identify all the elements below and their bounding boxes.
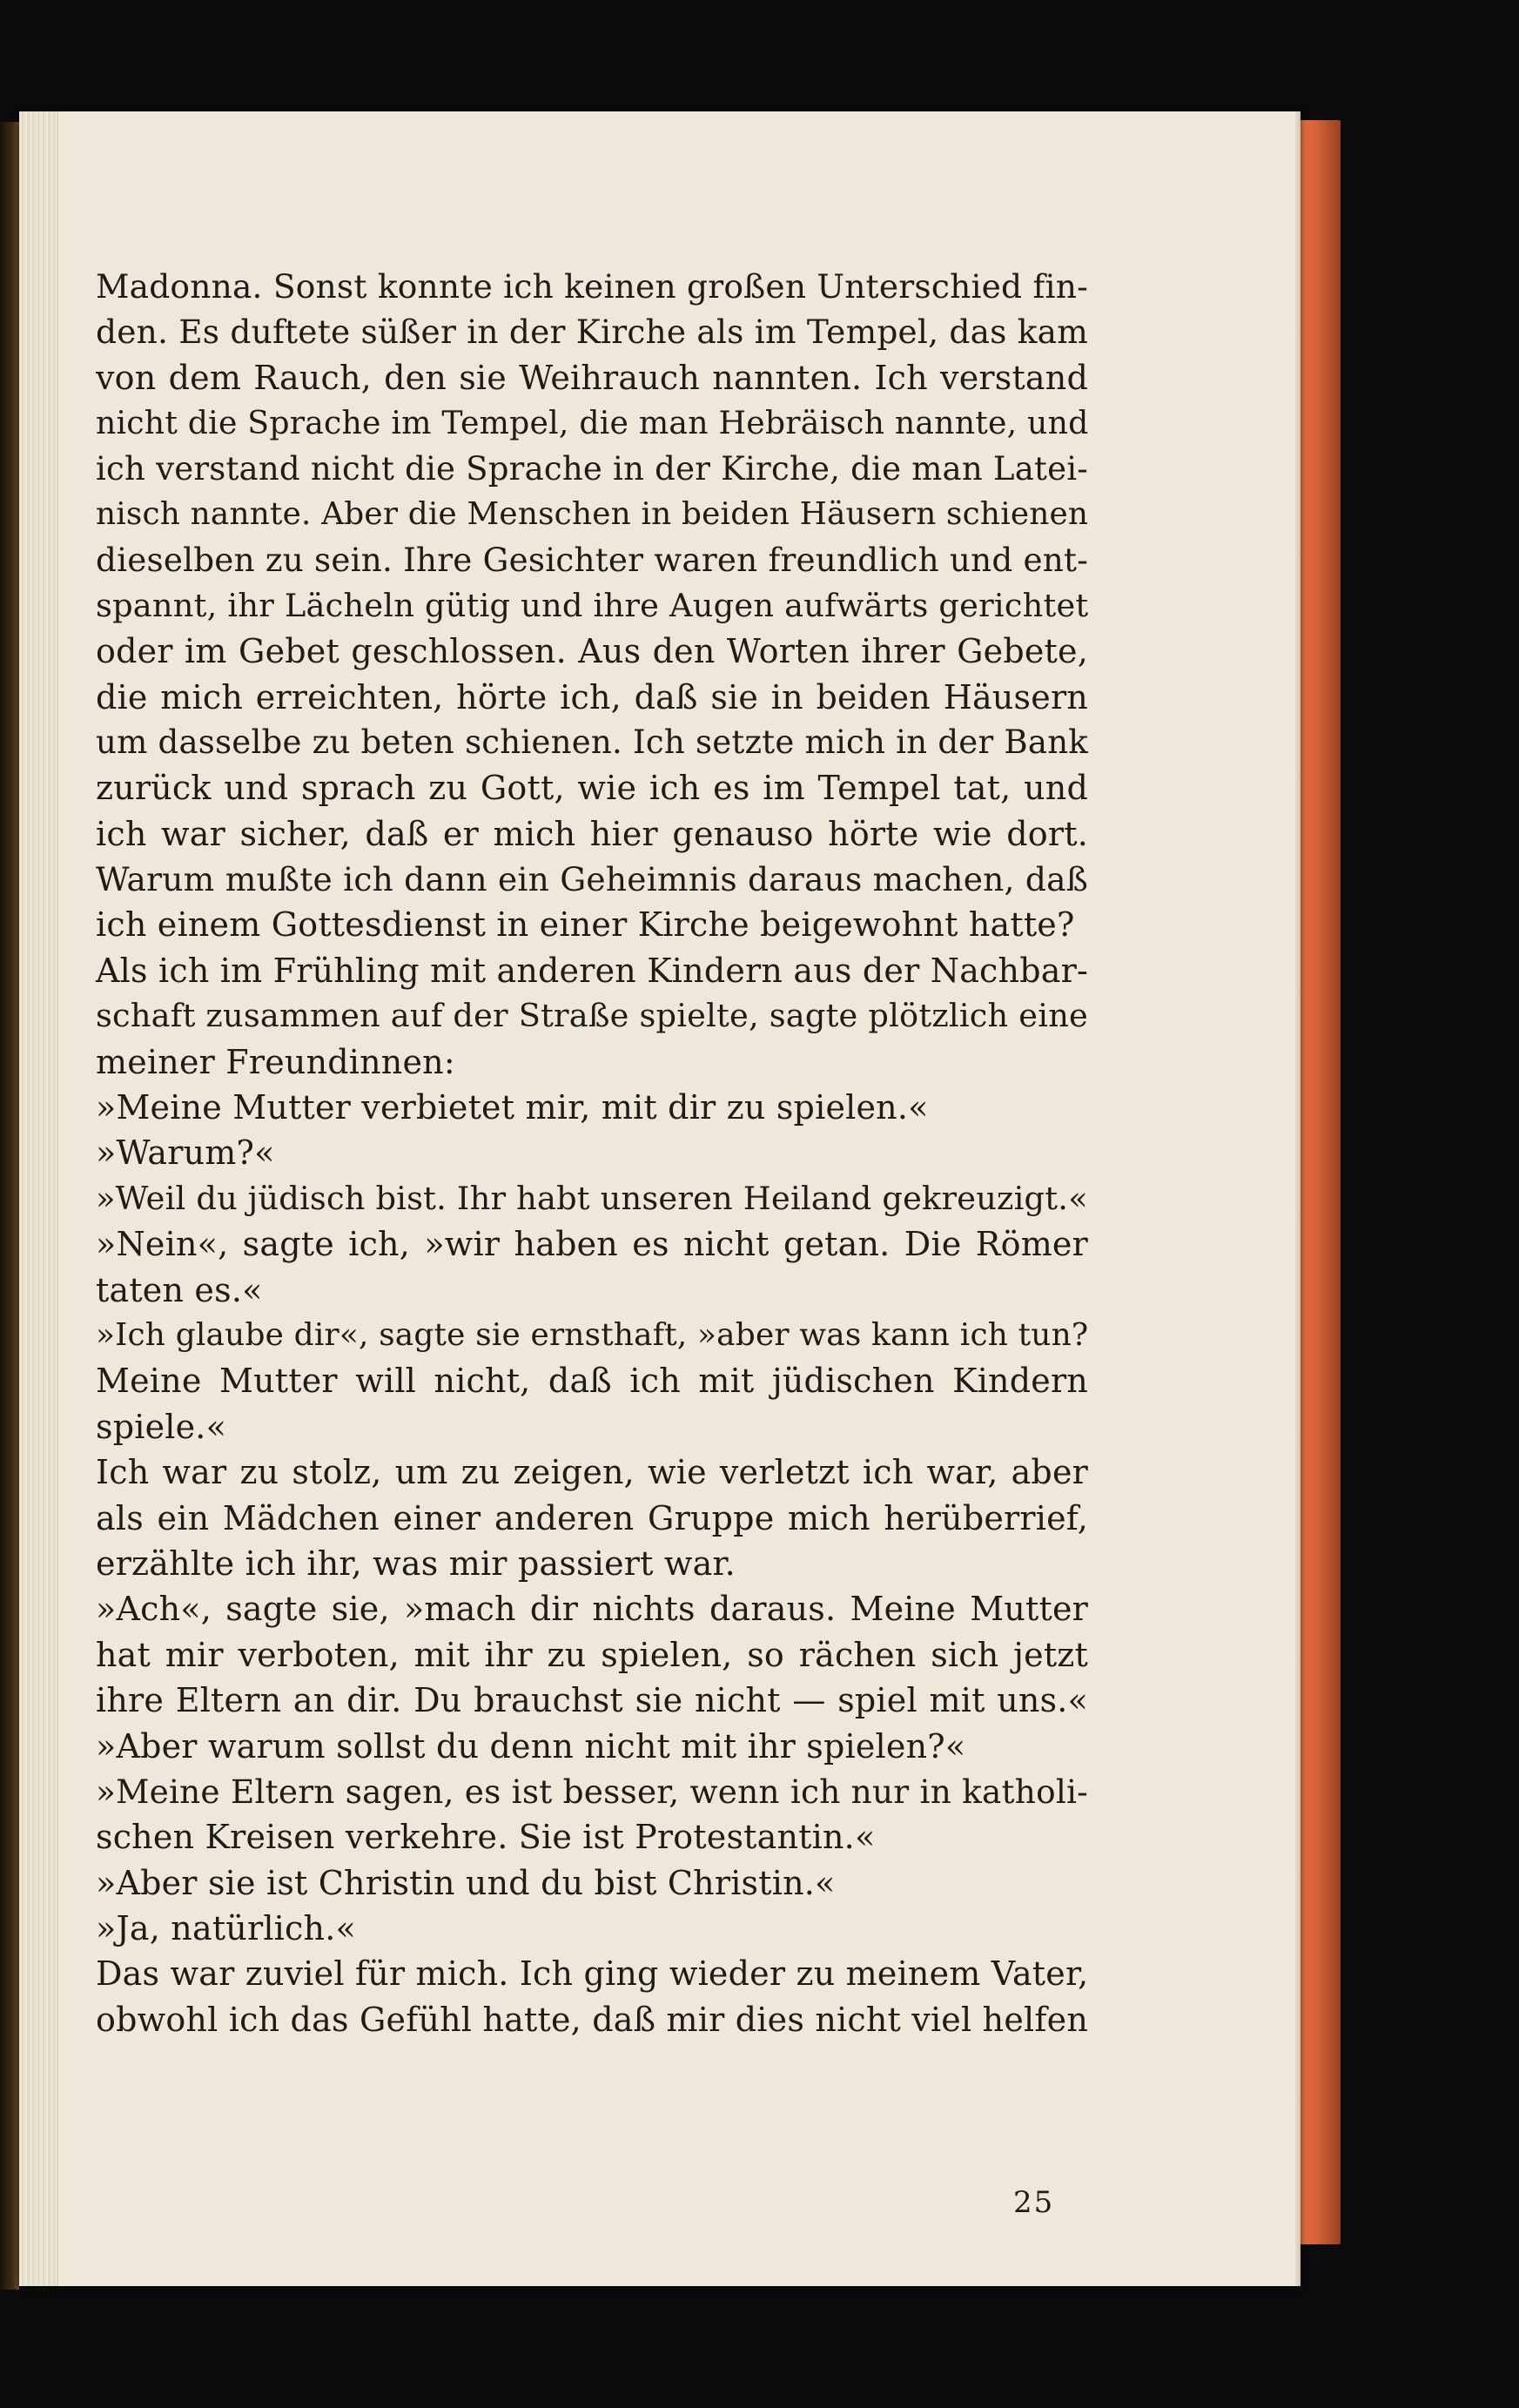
text-line: Meine Mutter will nicht, daß ich mit jüdischen Kindern bbox=[96, 1362, 1088, 1401]
text-line: ich verstand nicht die Sprache in der Kirche, die man Latei- bbox=[96, 449, 1088, 488]
book-page bbox=[19, 111, 1301, 2286]
text-line: um dasselbe zu beten schienen. Ich setzte mich in der Bank bbox=[96, 723, 1088, 761]
text-line: Das war zuviel für mich. Ich ging wieder zu meinem Vater, bbox=[96, 1954, 1089, 1994]
text-line: obwohl ich das Gefühl hatte, daß mir dies nicht viel helfen bbox=[96, 2000, 1088, 2039]
text-line: oder im Gebet geschlossen. Aus den Worten ihrer Gebete, bbox=[96, 632, 1088, 671]
text-line: Ich war zu stolz, um zu zeigen, wie verletzt ich war, aber bbox=[96, 1453, 1088, 1492]
text-line: von dem Rauch, den sie Weihrauch nannten. Ich verstand bbox=[96, 358, 1088, 397]
text-line: Als ich im Frühling mit anderen Kindern aus der Nachbar- bbox=[96, 951, 1088, 990]
text-line: hat mir verboten, mit ihr zu spielen, so rächen sich jetzt bbox=[96, 1635, 1088, 1674]
text-line: »Ach«, sagte sie, »mach dir nichts daraus. Meine Mutter bbox=[96, 1590, 1088, 1629]
text-line: »Meine Mutter verbietet mir, mit dir zu spielen.« bbox=[96, 1088, 929, 1127]
page-number: 25 bbox=[1013, 2185, 1055, 2220]
page-right-edge bbox=[1295, 111, 1301, 2286]
text-line: »Ja, natürlich.« bbox=[96, 1909, 356, 1948]
text-line: »Aber sie ist Christin und du bist Christin.« bbox=[96, 1863, 836, 1902]
text-line: ich einem Gottesdienst in einer Kirche beigewohnt hatte? bbox=[96, 905, 1075, 945]
text-line: »Weil du jüdisch bist. Ihr habt unseren Heiland gekreuzigt.« bbox=[96, 1179, 1088, 1217]
text-line: »Warum?« bbox=[96, 1133, 275, 1173]
page-body-text bbox=[96, 264, 1088, 2042]
text-line: als ein Mädchen einer anderen Gruppe mich herüberrief, bbox=[96, 1498, 1088, 1537]
text-line: schaft zusammen auf der Straße spielte, sagte plötzlich eine bbox=[96, 997, 1088, 1035]
text-line: »Nein«, sagte ich, »wir haben es nicht getan. Die Römer bbox=[96, 1225, 1088, 1264]
text-line: nisch nannte. Aber die Menschen in beiden Häusern schienen bbox=[96, 495, 1089, 532]
text-line: den. Es duftete süßer in der Kirche als im Tempel, das kam bbox=[96, 313, 1088, 352]
text-line: »Aber warum sollst du denn nicht mit ihr spielen?« bbox=[96, 1726, 966, 1766]
text-line: »Meine Eltern sagen, es ist besser, wenn ich nur in katholi- bbox=[96, 1772, 1088, 1811]
text-line: spannt, ihr Lächeln gütig und ihre Augen aufwärts gerichtet bbox=[96, 586, 1089, 624]
text-line: ihre Eltern an dir. Du brauchst sie nicht — spiel mit uns.« bbox=[96, 1681, 1088, 1720]
text-line: ich war sicher, daß er mich hier genauso hörte wie dort. bbox=[96, 814, 1088, 853]
text-line: taten es.« bbox=[96, 1270, 263, 1309]
text-line: Warum mußte ich dann ein Geheimnis daraus machen, daß bbox=[96, 860, 1088, 899]
text-line: erzählte ich ihr, was mir passiert war. bbox=[96, 1544, 736, 1583]
text-line: Madonna. Sonst konnte ich keinen großen Unterschied fin- bbox=[96, 267, 1088, 306]
text-line: zurück und sprach zu Gott, wie ich es im Tempel tat, und bbox=[96, 769, 1088, 808]
text-line: meiner Freundinnen: bbox=[96, 1042, 455, 1081]
page-stack-edge bbox=[19, 111, 58, 2286]
text-line: »Ich glaube dir«, sagte sie ernsthaft, »aber was kann ich tun? bbox=[96, 1316, 1089, 1353]
text-line: schen Kreisen verkehre. Sie ist Protestantin.« bbox=[96, 1818, 876, 1857]
text-line: spiele.« bbox=[96, 1407, 227, 1446]
text-line: die mich erreichten, hörte ich, daß sie in beiden Häusern bbox=[96, 677, 1088, 716]
text-line: nicht die Sprache im Tempel, die man Hebräisch nannte, und bbox=[96, 404, 1089, 442]
book-spine-edge bbox=[0, 122, 19, 2290]
text-line: dieselben zu sein. Ihre Gesichter waren freundlich und ent- bbox=[96, 541, 1088, 580]
